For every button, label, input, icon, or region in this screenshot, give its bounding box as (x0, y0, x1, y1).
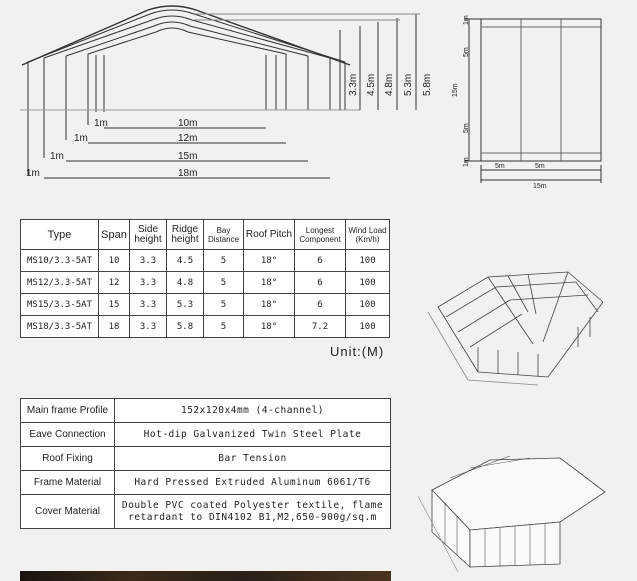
material-value: Hot-dip Galvanized Twin Steel Plate (115, 423, 391, 447)
cell-ridge-height: 4.8 (167, 272, 204, 294)
unit-label: Unit:(M) (330, 344, 385, 359)
material-label: Frame Material (21, 471, 115, 495)
offset-label-1: 1m (94, 118, 108, 129)
table-row (21, 272, 390, 294)
plan-bottom-label-2: 5m (535, 163, 545, 170)
span-label-12m: 12m (178, 133, 198, 144)
cell-longest-component: 6 (295, 272, 346, 294)
spec-table-header-row (21, 220, 390, 250)
cell-side-height: 3.3 (130, 250, 167, 272)
cell-longest-component: 6 (295, 294, 346, 316)
header-span: Span (99, 220, 130, 250)
cell-longest-component: 7.2 (295, 316, 346, 338)
cell-wind-load: 100 (346, 294, 390, 316)
table-row (21, 423, 391, 447)
plan-bottom-label-1: 5m (495, 163, 505, 170)
span-label-15m: 15m (178, 151, 198, 162)
material-value: 152x120x4mm (4-channel) (115, 399, 391, 423)
table-row (21, 399, 391, 423)
plan-left-label-5: 1m (463, 157, 470, 167)
cell-type: MS10/3.3-5AT (21, 250, 99, 272)
cell-type: MS15/3.3-5AT (21, 294, 99, 316)
material-label: Roof Fixing (21, 447, 115, 471)
cell-bay-distance: 5 (204, 250, 244, 272)
cell-ridge-height: 4.5 (167, 250, 204, 272)
plan-left-label-1: 1m (463, 15, 470, 25)
material-label: Main frame Profile (21, 399, 115, 423)
height-label-5-3: 5.3m (403, 73, 414, 96)
offset-label-4: 1m (26, 168, 40, 179)
height-label-4-5: 4.5m (366, 73, 377, 96)
cell-ridge-height: 5.3 (167, 294, 204, 316)
height-label-5-8: 5.8m (422, 73, 433, 96)
cell-side-height: 3.3 (130, 294, 167, 316)
span-label-18m: 18m (178, 168, 198, 179)
cell-bay-distance: 5 (204, 272, 244, 294)
cell-bay-distance: 5 (204, 294, 244, 316)
cell-roof-pitch: 18° (244, 272, 295, 294)
cell-span: 15 (99, 294, 130, 316)
cell-span: 18 (99, 316, 130, 338)
plan-view-drawing (445, 5, 620, 190)
table-row (21, 316, 390, 338)
offset-label-3: 1m (50, 151, 64, 162)
plan-left-label-2: 5m (463, 47, 470, 57)
cell-type: MS18/3.3-5AT (21, 316, 99, 338)
cell-roof-pitch: 18° (244, 294, 295, 316)
header-type: Type (21, 220, 99, 250)
cell-type: MS12/3.3-5AT (21, 272, 99, 294)
cell-wind-load: 100 (346, 272, 390, 294)
header-roof-pitch: Roof Pitch (244, 220, 295, 250)
table-row (21, 447, 391, 471)
cell-longest-component: 6 (295, 250, 346, 272)
cell-side-height: 3.3 (130, 272, 167, 294)
material-value: Hard Pressed Extruded Aluminum 6061/T6 (115, 471, 391, 495)
span-label-10m: 10m (178, 118, 198, 129)
material-value: Double PVC coated Polyester textile, flame retardant to DIN4102 B1,M2,650-900g/sq.m (115, 495, 391, 529)
header-longest-component: Longest Component (295, 220, 346, 250)
offset-label-2: 1m (74, 133, 88, 144)
table-row (21, 294, 390, 316)
material-label: Cover Material (21, 495, 115, 529)
plan-left-label-3: 15m (452, 83, 459, 97)
header-wind-load: Wind Load (Km/h) (346, 220, 390, 250)
cell-roof-pitch: 18° (244, 316, 295, 338)
header-ridge-height: Ridge height (167, 220, 204, 250)
isometric-frame-drawing (418, 262, 608, 387)
plan-left-label-4: 5m (463, 123, 470, 133)
height-label-3-3: 3.3m (348, 73, 359, 96)
table-row (21, 471, 391, 495)
plan-bottom-label-3: 15m (533, 183, 547, 190)
cell-span: 12 (99, 272, 130, 294)
isometric-tent-drawing (410, 452, 610, 577)
materials-table (20, 398, 391, 529)
cell-wind-load: 100 (346, 250, 390, 272)
front-elevation-drawing (0, 0, 433, 200)
cell-wind-load: 100 (346, 316, 390, 338)
table-row (21, 495, 391, 529)
material-label: Eave Connection (21, 423, 115, 447)
table-row (21, 250, 390, 272)
cell-span: 10 (99, 250, 130, 272)
spec-table (20, 219, 390, 338)
cell-ridge-height: 5.8 (167, 316, 204, 338)
header-side-height: Side height (130, 220, 167, 250)
cell-side-height: 3.3 (130, 316, 167, 338)
cell-roof-pitch: 18° (244, 250, 295, 272)
material-value: Bar Tension (115, 447, 391, 471)
cell-bay-distance: 5 (204, 316, 244, 338)
header-bay-distance: Bay Distance (204, 220, 244, 250)
bottom-photo-strip (20, 571, 391, 581)
height-label-4-8: 4.8m (384, 73, 395, 96)
